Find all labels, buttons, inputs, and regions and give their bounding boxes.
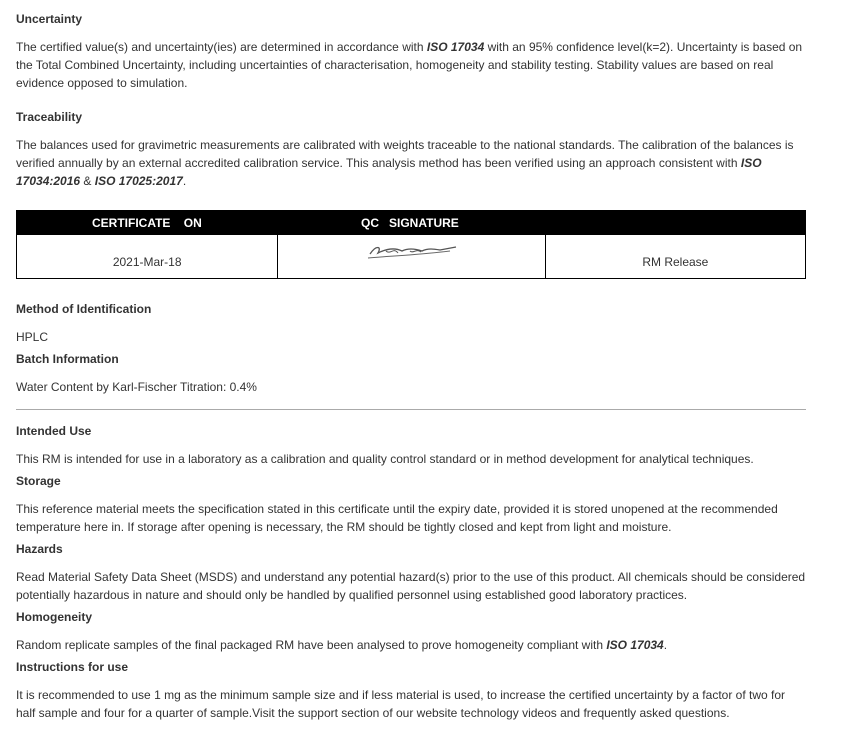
iso-reference: ISO 17025:2017 xyxy=(94,174,183,188)
intended-use-text: This RM is intended for use in a laboratory as a calibration and quality control standard or in method development for analytical techniques. xyxy=(16,452,754,466)
traceability-heading: Traceability xyxy=(16,110,83,124)
section-divider xyxy=(16,409,806,410)
certificate-date-cell xyxy=(17,235,278,278)
intended-use-heading: Intended Use xyxy=(16,424,92,438)
uncertainty-heading: Uncertainty xyxy=(16,12,83,26)
storage-heading: Storage xyxy=(16,474,61,488)
certificate-date: 2021-Mar-18 xyxy=(112,255,182,269)
traceability-text-part: & xyxy=(80,174,95,188)
uncertainty-text-part: with an 95% confidence level(k=2). Uncertainty is based on the Total Combined Uncertainty, including uncertainties of characterisation, homogeneity and stability testing. Stability values are based on real evidence opposed to simulation. xyxy=(16,40,803,90)
iso-reference: ISO 17034:2016 xyxy=(16,156,762,188)
certificate-on-header: CERTIFICATE ON xyxy=(92,216,202,230)
storage-text: This reference material meets the specification stated in this certificate until the expiry date, provided it is stored unopened at the recommended temperature here in. If storage after opening is necessary, the RM should be tightly closed and kept from light and moisture. xyxy=(16,502,778,534)
homogeneity-text-part: Random replicate samples of the final packaged RM have been analysed to prove homogeneity compliant with xyxy=(16,638,607,652)
traceability-text-part: . xyxy=(182,174,187,188)
qc-signature-header: QC SIGNATURE xyxy=(361,216,459,230)
homogeneity-text xyxy=(16,636,667,654)
traceability-text xyxy=(16,136,806,190)
method-of-identification-text: HPLC xyxy=(16,330,49,344)
instructions-text: It is recommended to use 1 mg as the minimum sample size and if less material is used, to increase the certified uncertainty by a factor of two for half sample and four for a quarter of sample.Visit the support section of our website technology videos and frequently asked questions. xyxy=(16,688,786,720)
uncertainty-text-part: The certified value(s) and uncertainty(ies) are determined in accordance with xyxy=(16,40,427,54)
uncertainty-text xyxy=(16,38,806,92)
certificate-table xyxy=(16,210,806,280)
certificate-table-header xyxy=(16,210,806,235)
method-of-identification-heading: Method of Identification xyxy=(16,302,152,316)
hazards-text: Read Material Safety Data Sheet (MSDS) and understand any potential hazard(s) prior to the use of this product. All chemicals should be considered potentially hazardous in nature and should only be handled by qualified personnel using established good laboratory practices. xyxy=(16,570,806,602)
qc-signature-cell xyxy=(278,235,545,278)
homogeneity-heading: Homogeneity xyxy=(16,610,93,624)
traceability-text-part: The balances used for gravimetric measurements are calibrated with weights traceable to the national standards. The calibration of the balances is verified annually by an external accredited calibration service. This analysis method has been verified using an approach consistent with xyxy=(16,138,794,170)
homogeneity-text-part: . xyxy=(663,638,668,652)
batch-information-text: Water Content by Karl-Fischer Titration: 0.4% xyxy=(16,380,257,394)
qc-signature-image xyxy=(364,239,464,263)
release-status-cell xyxy=(546,235,805,278)
hazards-heading: Hazards xyxy=(16,542,63,556)
iso-reference: ISO 17034 xyxy=(426,40,485,54)
release-status: RM Release xyxy=(642,255,709,269)
instructions-heading: Instructions for use xyxy=(16,660,129,674)
iso-reference: ISO 17034 xyxy=(606,638,664,652)
batch-information-heading: Batch Information xyxy=(16,352,119,366)
certificate-table-row xyxy=(16,235,806,279)
